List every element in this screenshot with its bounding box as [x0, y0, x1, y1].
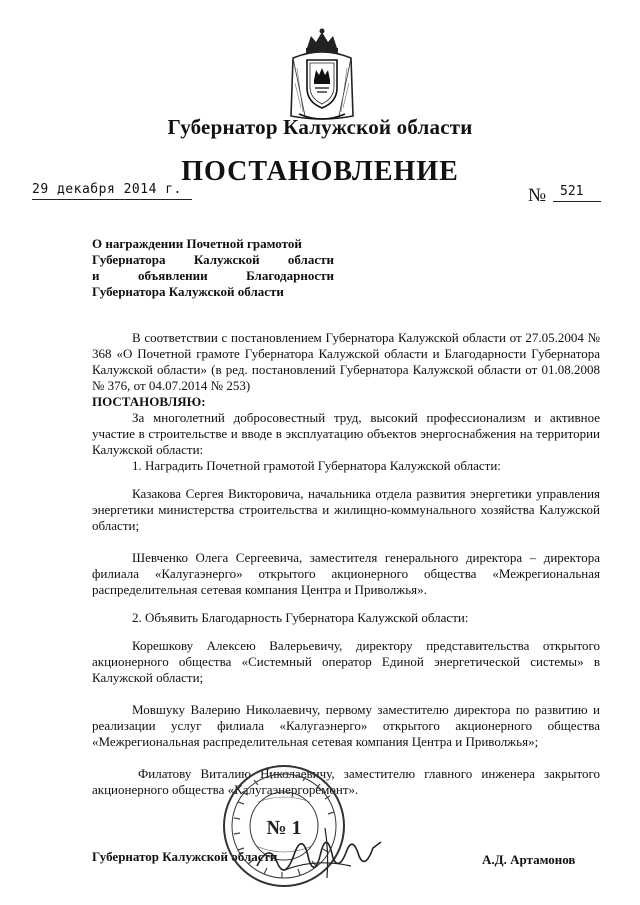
- awardee-paragraph: Шевченко Олега Сергеевича, заместителя генерального директора – директора филиала «Калугаэнерго» открытого акционерного общества «Межрегиональная распределительная сетевая компания Центра и Приволжья».: [92, 550, 600, 597]
- subject-line: Губернатора Калужской области: [92, 284, 284, 299]
- number-underline: [553, 201, 601, 202]
- signatory-position: Губернатор Калужской области: [92, 849, 278, 864]
- item-2-heading: 2. Объявить Благодарность Губернатора Калужской области:: [132, 610, 469, 625]
- awardee-paragraph: Мовшуку Валерию Николаевичу, первому заместителю директора по развитию и реализации услуг филиала «Калугаэнерго» открытого акционерного общества «Межрегиональная распределительная сетевая компания Центра и Приволжья»;: [92, 702, 600, 749]
- coat-of-arms-emblem: [285, 28, 359, 124]
- decree-number: 521: [560, 184, 584, 199]
- resolve-heading: ПОСТАНОВЛЯЮ:: [92, 394, 206, 409]
- authority-title: Губернатор Калужской области: [167, 115, 473, 139]
- item-1-heading: 1. Наградить Почетной грамотой Губернатора Калужской области:: [132, 458, 501, 473]
- stamp-number: № 1: [266, 817, 302, 839]
- awardee-paragraph: Филатову Виталию Николаевичу, заместителю главного инженера закрытого акционерного общества «Калугаэнергоремонт».: [92, 766, 600, 797]
- subject-line: и объявлении Благодарности: [92, 268, 334, 283]
- subject-line: Губернатора Калужской области: [92, 252, 334, 267]
- decree-body: [92, 330, 600, 798]
- handwritten-signature: [255, 822, 385, 882]
- date-underline: [32, 199, 192, 200]
- decree-subject: [92, 236, 334, 300]
- signatory-name: А.Д. Артамонов: [482, 852, 576, 867]
- decree-date: 29 декабря 2014 г.: [32, 182, 182, 197]
- number-sign: №: [528, 185, 547, 206]
- awardee-paragraph: Казакова Сергея Викторовича, начальника отдела развития энергетики управления энергетики министерства строительства и жилищно-коммунального хозяйства Калужской области;: [92, 486, 600, 533]
- preamble-paragraph: В соответствии с постановлением Губернатора Калужской области от 27.05.2004 № 368 «О Почетной грамоте Губернатора Калужской области и Благодарности Губернатора Калужской области» (в ред. постановлений Губернатора Калужской области от 01.08.2008 № 376, от 04.07.2014 № 253): [92, 330, 600, 393]
- subject-line: О награждении Почетной грамотой: [92, 236, 302, 251]
- document-type-title: ПОСТАНОВЛЕНИЕ: [181, 156, 459, 187]
- awardee-paragraph: Корешкову Алексею Валерьевичу, директору представительства открытого акционерного общества «Системный оператор Единой энергетической системы» в Калужской области;: [92, 638, 600, 685]
- reason-paragraph: За многолетний добросовестный труд, высокий профессионализм и активное участие в строительстве и вводе в эксплуатацию объектов энергоснабжения на территории Калужской области:: [92, 410, 600, 457]
